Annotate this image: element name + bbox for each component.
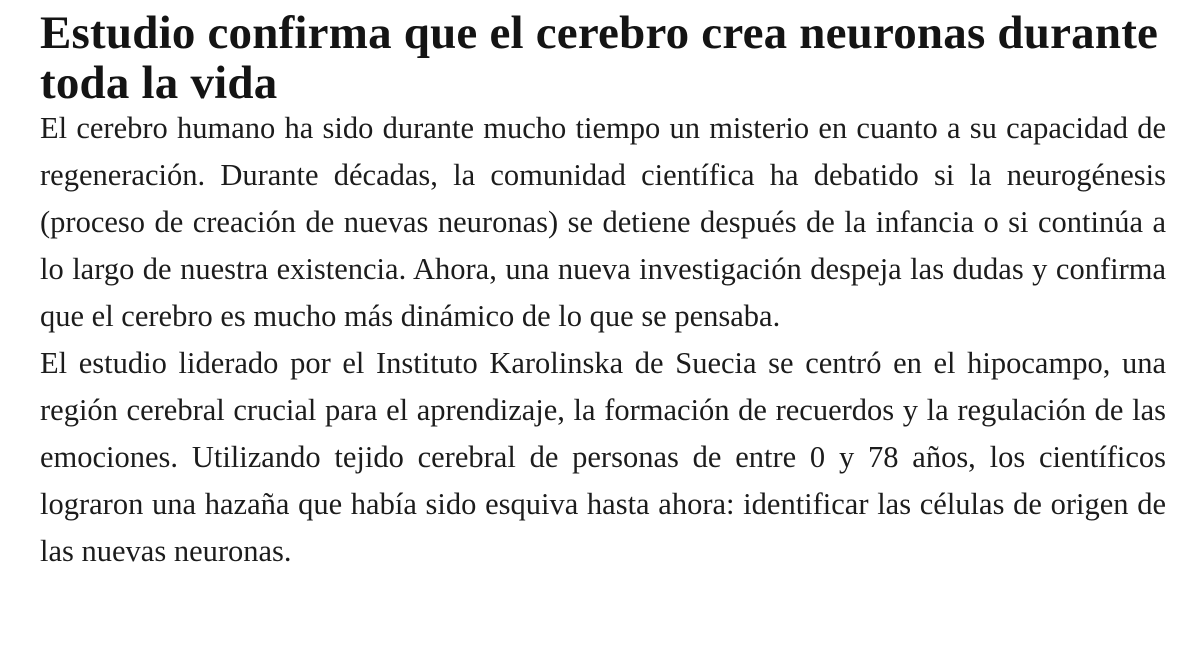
article-paragraph-1: El cerebro humano ha sido durante mucho tiempo un misterio en cuanto a su capacidad de regeneración. Durante décadas, la comunidad científica ha debatido si la neurogénesis (proceso de creación de nuevas neuronas) se detiene después de la infancia o si continúa a lo largo de nuestra existencia. Ahora, una nueva investigación despeja las dudas y confirma que el cerebro es mucho más dinámico de lo que se pensaba. [40,111,1166,333]
article [40,8,1166,575]
article-headline: Estudio confirma que el cerebro crea neuronas durante toda la vida [40,7,1159,109]
article-paragraph-2: El estudio liderado por el Instituto Karolinska de Suecia se centró en el hipocampo, una región cerebral crucial para el aprendizaje, la formación de recuerdos y la regulación de las emociones. Utilizando tejido cerebral de personas de entre 0 y 78 años, los científicos lograron una hazaña que había sido esquiva hasta ahora: identificar las células de origen de las nuevas neuronas. [40,346,1166,568]
